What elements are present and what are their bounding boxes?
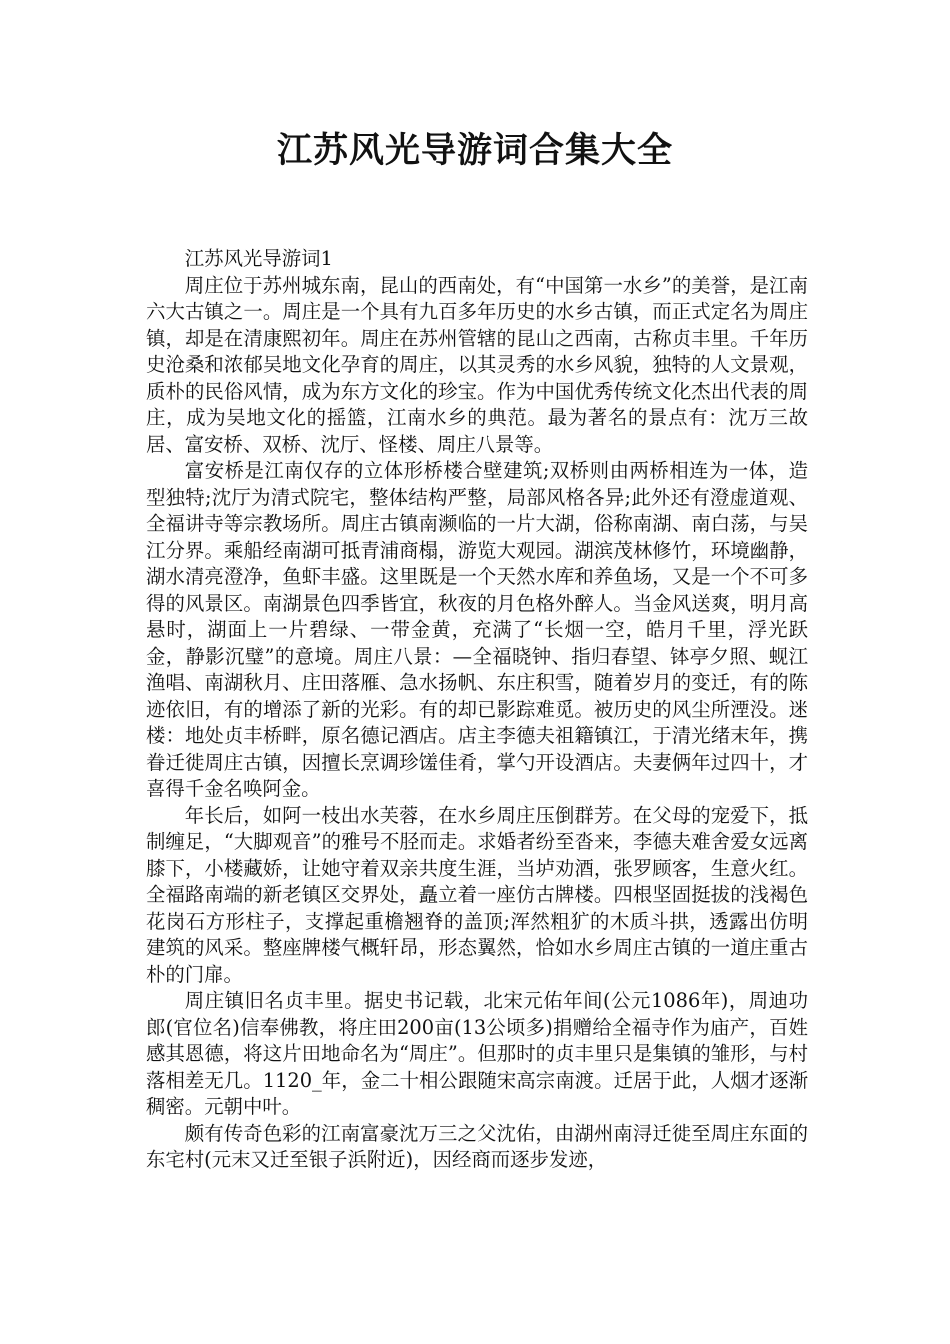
document-title: 江苏风光导游词合集大全 [276, 131, 673, 171]
section-heading: 江苏风光导游词1 [184, 247, 333, 270]
paragraph: 颇有传奇色彩的江南富豪沈万三之父沈佑，由湖州南浔迁徙至周庄东面的东宅村(元末又迁至银子浜附近)，因经商而逐步发迹， [146, 1121, 808, 1171]
paragraph: 周庄镇旧名贞丰里。据史书记载，北宋元佑年间(公元1086年)，周迪功郎(官位名)信奉佛教，将庄田200亩(13公顷多)捐赠给全福寺作为庙产，百姓感其恩德，将这片田地命名为“周庄”。但那时的贞丰里只是集镇的雏形，与村落相差无几。1120_年，金二十相公跟随宋高宗南渡。迁居于此，人烟才逐渐稠密。元朝中叶。 [146, 989, 808, 1118]
paragraph: 富安桥是江南仅存的立体形桥楼合壁建筑;双桥则由两桥相连为一体，造型独特;沈厅为清式院宅，整体结构严整，局部风格各异;此外还有澄虚道观、全福讲寺等宗教场所。周庄古镇南濒临的一片大湖，俗称南湖、南白荡，与吴江分界。乘船经南湖可抵青浦商榻，游览大观园。湖滨茂林修竹，环境幽静，湖水清亮澄净，鱼虾丰盛。这里既是一个天然水库和养鱼场，又是一个不可多得的风景区。南湖景色四季皆宜，秋夜的月色格外醉人。当金风送爽，明月高悬时，湖面上一片碧绿、一带金黄，充满了“长烟一空，皓月千里，浮光跃金，静影沉璧”的意境。周庄八景：—全福晓钟、指归春望、钵亭夕照、蚬江渔唱、南湖秋月、庄田落雁、急水扬帆、东庄积雪，随着岁月的变迁，有的陈迹依旧，有的增添了新的光彩。有的却已影踪难觅。被历史的风尘所湮没。迷楼：地处贞丰桥畔，原名德记酒店。店主李德夫祖籍镇江，于清光绪末年，携眷迁徙周庄古镇，因擅长烹调珍馐佳肴，掌勺开设酒店。夫妻俩年过四十，才喜得千金名唤阿金。 [146, 459, 808, 800]
paragraph: 周庄位于苏州城东南，昆山的西南处，有“中国第一水乡”的美誉，是江南六大古镇之一。周庄是一个具有九百多年历史的水乡古镇，而正式定名为周庄镇，却是在清康熙初年。周庄在苏州管辖的昆山之西南，古称贞丰里。千年历史沧桑和浓郁吴地文化孕育的周庄，以其灵秀的水乡风貌，独特的人文景观，质朴的民俗风情，成为东方文化的珍宝。作为中国优秀传统文化杰出代表的周庄，成为吴地文化的摇篮，江南水乡的典范。最为著名的景点有：沈万三故居、富安桥、双桥、沈厅、怪楼、周庄八景等。 [146, 273, 808, 456]
paragraph: 年长后，如阿一枝出水芙蓉，在水乡周庄压倒群芳。在父母的宠爱下，抵制缠足，“大脚观音”的雅号不胫而走。求婚者纷至沓来，李德夫难舍爱女远离膝下，小楼藏娇，让她守着双亲共度生涯，当垆劝酒，张罗顾客，生意火红。全福路南端的新老镇区交界处，矗立着一座仿古牌楼。四根坚固挺拔的浅褐色花岗石方形柱子，支撑起重檐翘脊的盖顶;浑然粗犷的木质斗拱，透露出仿明建筑的风采。整座牌楼气概轩昂，形态翼然，恰如水乡周庄古镇的一道庄重古朴的门扉。 [146, 803, 808, 986]
document-body [146, 246, 808, 1174]
